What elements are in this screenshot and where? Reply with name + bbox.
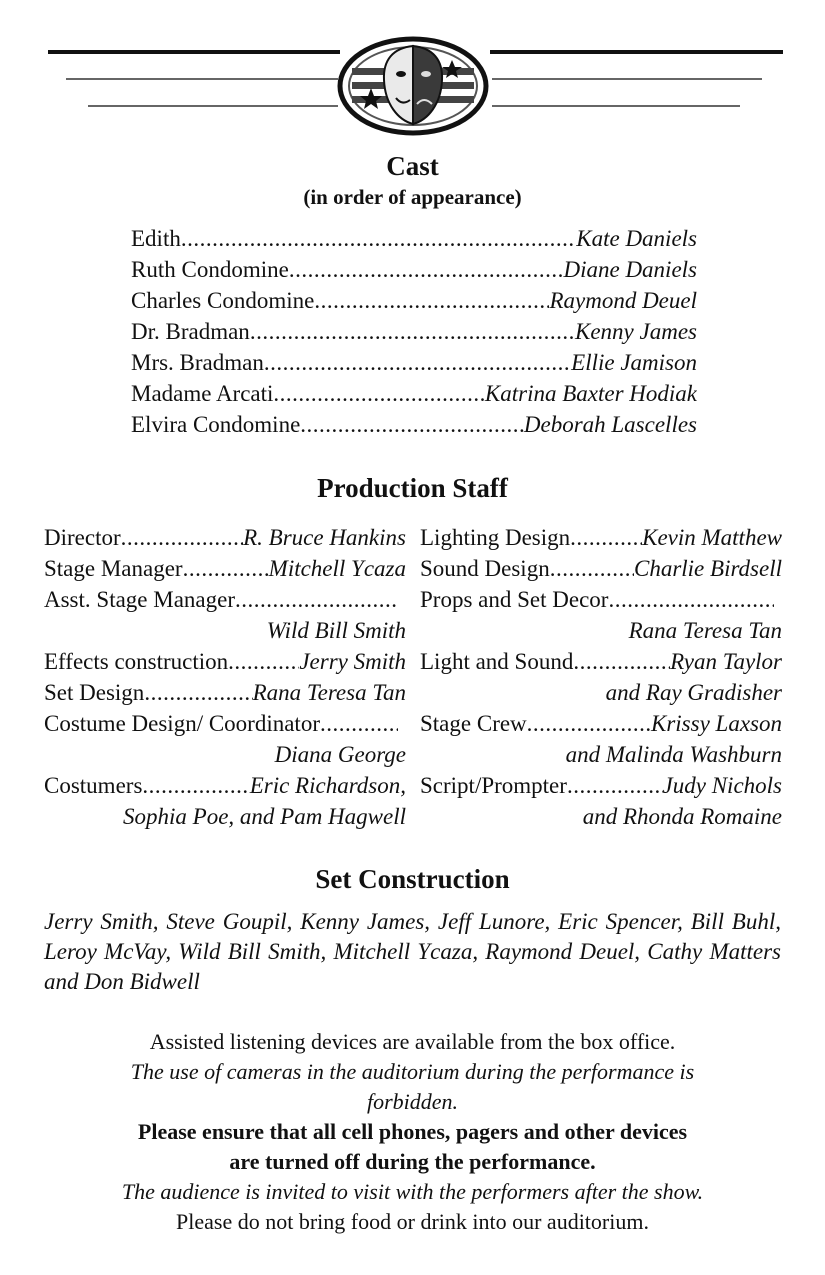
cast-actor: Kate Daniels (576, 226, 697, 251)
staff-name: Jerry Smith (299, 649, 406, 674)
staff-row (44, 770, 406, 801)
staff-name: Judy Nichols (662, 773, 782, 798)
staff-name: Mitchell Ycaza (268, 556, 406, 581)
staff-row (420, 770, 782, 801)
cast-row (131, 285, 697, 316)
cast-role: Elvira Condomine (131, 412, 301, 437)
cast-actor: Deborah Lascelles (523, 412, 697, 437)
staff-name: Rana Teresa Tan (628, 618, 782, 643)
staff-name-continued: and Malinda Washburn (565, 742, 782, 767)
staff-name: R. Bruce Hankins (243, 525, 406, 550)
cast-role: Dr. Bradman (131, 319, 250, 344)
staff-role: Stage Manager (44, 556, 183, 581)
cast-role: Edith (131, 226, 181, 251)
cast-row (131, 223, 697, 254)
staff-role: Lighting Design (420, 525, 571, 550)
notice-phones: Please ensure that all cell phones, pagers and other devices (137, 1119, 688, 1144)
staff-column-left (44, 522, 406, 832)
cast-actor: Diane Daniels (563, 257, 697, 282)
staff-row (420, 553, 782, 584)
staff-role: Effects construction (44, 649, 229, 674)
staff-row (44, 646, 406, 677)
staff-title: Production Staff (317, 473, 508, 503)
staff-row (44, 553, 406, 584)
staff-name: Krissy Laxson (651, 711, 782, 736)
cast-role: Mrs. Bradman (131, 350, 264, 375)
cast-actor: Ellie Jamison (571, 350, 697, 375)
staff-role: Script/Prompter (420, 773, 567, 798)
staff-row (44, 584, 406, 615)
notice-cameras: The use of cameras in the auditorium during the performance is (130, 1059, 695, 1084)
staff-name-continued: and Rhonda Romaine (582, 804, 782, 829)
staff-row (44, 677, 406, 708)
cast-subtitle: (in order of appearance) (303, 185, 522, 209)
notice-cameras-continued: forbidden. (366, 1089, 459, 1114)
cast-row (131, 254, 697, 285)
staff-role: Stage Crew (420, 711, 527, 736)
cast-row (131, 347, 697, 378)
staff-row (420, 584, 782, 615)
theatre-masks-icon (340, 39, 486, 133)
cast-role: Charles Condomine (131, 288, 315, 313)
cast-row (131, 378, 697, 409)
staff-role: Sound Design (420, 556, 550, 581)
staff-role: Props and Set Decor (420, 587, 609, 612)
staff-row (420, 708, 782, 739)
cast-actor: Raymond Deuel (549, 288, 697, 313)
staff-row (44, 708, 406, 739)
notice-phones-continued: are turned off during the performance. (229, 1149, 596, 1174)
cast-list (131, 223, 697, 440)
staff-name: Kevin Matthew (642, 525, 782, 550)
header-ornament (0, 0, 825, 140)
cast-title: Cast (386, 151, 439, 181)
cast-row (131, 316, 697, 347)
cast-role: Ruth Condomine (131, 257, 289, 282)
staff-row (420, 522, 782, 553)
staff-name: Diana George (274, 742, 406, 767)
staff-role: Director (44, 525, 121, 550)
staff-name: Ryan Taylor (670, 649, 782, 674)
staff-row (420, 646, 782, 677)
cast-actor: Kenny James (575, 319, 697, 344)
staff-role: Light and Sound (420, 649, 574, 674)
staff-name-continued: Sophia Poe, and Pam Hagwell (123, 804, 406, 829)
cast-actor: Katrina Baxter Hodiak (484, 381, 697, 406)
staff-name: Eric Richardson, (249, 773, 406, 798)
staff-role: Costumers (44, 773, 143, 798)
staff-column-right (420, 522, 782, 832)
staff-role: Set Design (44, 680, 145, 705)
staff-name: Rana Teresa Tan (252, 680, 406, 705)
construction-crew: Jerry Smith, Steve Goupil, Kenny James, Jeff Lunore, Eric Spencer, Bill Buhl, Leroy McVay, Wild Bill Smith, Mitchell Ycaza, Raymond Deuel, Cathy Matters and Don Bidwell (44, 909, 781, 994)
staff-role: Asst. Stage Manager (44, 587, 235, 612)
notice-food: Please do not bring food or drink into our auditorium. (176, 1209, 649, 1234)
notice-visit: The audience is invited to visit with the performers after the show. (121, 1179, 704, 1204)
staff-name-continued: and Ray Gradisher (605, 680, 782, 705)
staff-name: Wild Bill Smith (266, 618, 406, 643)
staff-role: Costume Design/ Coordinator (44, 711, 320, 736)
cast-row (131, 409, 697, 440)
cast-role: Madame Arcati (131, 381, 274, 406)
notice-listening: Assisted listening devices are available from the box office. (149, 1029, 676, 1054)
staff-row (44, 522, 406, 553)
staff-name: Charlie Birdsell (633, 556, 782, 581)
construction-title: Set Construction (315, 864, 510, 894)
